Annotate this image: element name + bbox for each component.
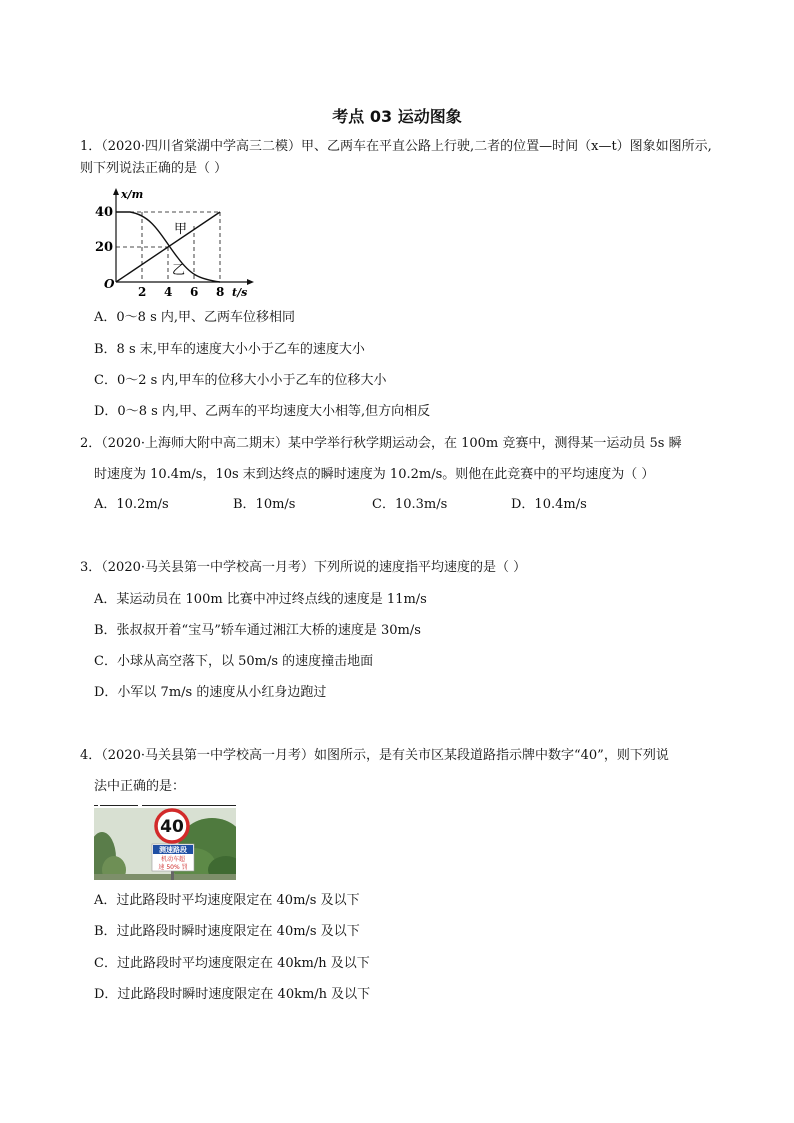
question-4-stem-line2: 法中正确的是：	[94, 779, 186, 794]
label-yi: 乙	[172, 263, 186, 278]
q2-options-row	[94, 495, 694, 515]
question-4-stem-line1: 4．（2020·马关县第一中学校高一月考）如图所示，是有关市区某段道路指示牌中数字“40”，则下列说	[80, 748, 669, 763]
x-tick-4: 4	[164, 285, 173, 299]
x-axis-label: t/s	[232, 286, 248, 299]
origin-label: O	[104, 277, 115, 291]
q2-option-b: B．10m/s	[233, 497, 296, 512]
q1-option-b: B．8 s 末,甲车的速度大小小于乙车的速度大小	[94, 342, 365, 357]
q1-option-d: D．0～8 s 内,甲、乙两车的平均速度大小相等,但方向相反	[94, 404, 431, 419]
q4-option-d: D．过此路段时瞬时速度限定在 40km/h 及以下	[94, 987, 371, 1002]
q3-option-d: D．小军以 7m/s 的速度从小红身边跑过	[94, 685, 327, 700]
q1-option-a: A．0～8 s 内,甲、乙两车位移相同	[94, 310, 295, 325]
question-2-stem-line1: 2．（2020·上海师大附中高二期末）某中学举行秋学期运动会，在 100m 竞赛中，测得某一运动员 5s 瞬	[80, 436, 682, 451]
question-3-stem: 3．（2020·马关县第一中学校高一月考）下列所说的速度指平均速度的是（ ）	[80, 560, 527, 575]
q4-option-c: C．过此路段时平均速度限定在 40km/h 及以下	[94, 956, 370, 971]
divider-long	[142, 805, 236, 806]
road-sign-photo	[94, 808, 236, 880]
y-tick-20: 20	[95, 240, 114, 255]
sign-text-line1: 测速路段	[159, 846, 187, 854]
x-tick-6: 6	[190, 285, 199, 299]
q4-option-a: A．过此路段时平均速度限定在 40m/s 及以下	[94, 893, 360, 908]
q3-option-c: C．小球从高空落下，以 50m/s 的速度撞击地面	[94, 654, 374, 669]
q2-option-c: C．10.3m/s	[372, 497, 448, 512]
x-tick-2: 2	[138, 285, 147, 299]
label-jia: 甲	[174, 222, 188, 237]
q4-option-b: B．过此路段时瞬时速度限定在 40m/s 及以下	[94, 924, 360, 939]
sign-text-line2: 机动车超	[160, 856, 186, 863]
question-2-stem-line2: 时速度为 10.4m/s，10s 末到达终点的瞬时速度为 10.2m/s。则他在此竞赛中的平均速度为（ ）	[94, 467, 655, 482]
question-1-stem: 1．（2020·四川省棠湖中学高三二模）甲、乙两车在平直公路上行驶,二者的位置—时间（x—t）图象如图所示,则下列说法正确的是（ ）	[80, 139, 712, 176]
q3-option-a: A．某运动员在 100m 比赛中冲过终点线的速度是 11m/s	[94, 592, 427, 607]
position-time-graph	[92, 186, 262, 300]
sign-text-line3: 速 50% 罚	[158, 864, 188, 871]
y-axis-arrow	[113, 188, 119, 195]
divider-short	[100, 805, 138, 806]
q1-option-c: C．0～2 s 内,甲车的位移大小小于乙车的位移大小	[94, 373, 387, 388]
speed-limit-number: 40	[160, 817, 184, 837]
divider-dot	[94, 805, 98, 806]
x-tick-8: 8	[216, 285, 225, 299]
x-axis-arrow	[247, 279, 254, 285]
page-title: 考点 03 运动图象	[332, 107, 462, 126]
y-tick-40: 40	[95, 205, 114, 220]
q2-option-d: D．10.4m/s	[511, 497, 587, 512]
y-axis-label: x/m	[121, 188, 144, 201]
q3-option-b: B．张叔叔开着“宝马”轿车通过湘江大桥的速度是 30m/s	[94, 623, 421, 638]
q2-option-a: A．10.2m/s	[94, 497, 169, 512]
